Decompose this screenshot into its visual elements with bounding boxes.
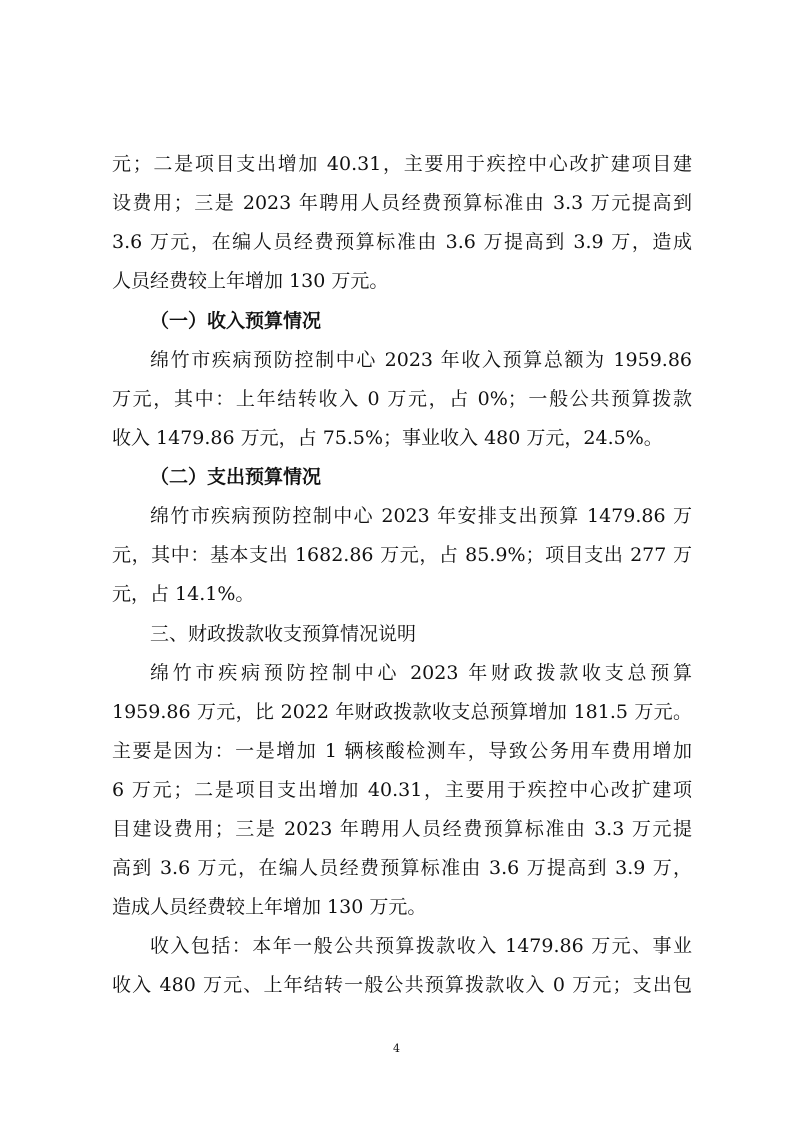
paragraph-line: 1959.86 万元，比 2022 年财政拨款收支总预算增加 181.5 万元。: [112, 701, 692, 723]
paragraph-line: 元；二是项目支出增加 40.31，主要用于疾控中心改扩建项目建: [112, 153, 692, 175]
paragraph-line: 造成人员经费较上年增加 130 万元。: [112, 896, 427, 918]
paragraph-line: 元，其中：基本支出 1682.86 万元，占 85.9%；项目支出 277 万: [112, 544, 692, 566]
paragraph-line: 收入 1479.86 万元，占 75.5%；事业收入 480 万元，24.5%。: [112, 427, 663, 449]
paragraph-line: 6 万元；二是项目支出增加 40.31，主要用于疾控中心改扩建项: [112, 779, 692, 801]
paragraph-line: 目建设费用；三是 2023 年聘用人员经费预算标准由 3.3 万元提: [112, 818, 692, 840]
paragraph-line: 3.6 万元，在编人员经费预算标准由 3.6 万提高到 3.9 万，造成: [112, 231, 692, 253]
section-heading-fiscal: 三、财政拨款收支预算情况说明: [150, 623, 417, 645]
paragraph-line: 绵竹市疾病预防控制中心 2023 年收入预算总额为 1959.86: [150, 349, 692, 371]
paragraph-line: 收入包括：本年一般公共预算拨款收入 1479.86 万元、事业: [150, 935, 692, 957]
paragraph-line: 万元，其中：上年结转收入 0 万元，占 0%；一般公共预算拨款: [112, 388, 692, 410]
page-number: 4: [393, 1042, 400, 1055]
section-heading-expenditure: （二）支出预算情况: [150, 466, 322, 488]
paragraph-line: 人员经费较上年增加 130 万元。: [112, 270, 389, 292]
paragraph-line: 元，占 14.1%。: [112, 583, 255, 605]
paragraph-line: 绵竹市疾病预防控制中心 2023 年安排支出预算 1479.86 万: [150, 505, 692, 527]
paragraph-line: 收入 480 万元、上年结转一般公共预算拨款收入 0 万元；支出包: [112, 974, 692, 996]
paragraph-line: 高到 3.6 万元，在编人员经费预算标准由 3.6 万提高到 3.9 万，: [112, 857, 692, 879]
section-heading-income: （一）收入预算情况: [150, 310, 322, 332]
paragraph-line: 主要是因为：一是增加 1 辆核酸检测车，导致公务用车费用增加: [112, 740, 692, 762]
paragraph-line: 设费用；三是 2023 年聘用人员经费预算标准由 3.3 万元提高到: [112, 192, 692, 214]
paragraph-line: 绵竹市疾病预防控制中心 2023 年财政拨款收支总预算: [150, 662, 692, 684]
